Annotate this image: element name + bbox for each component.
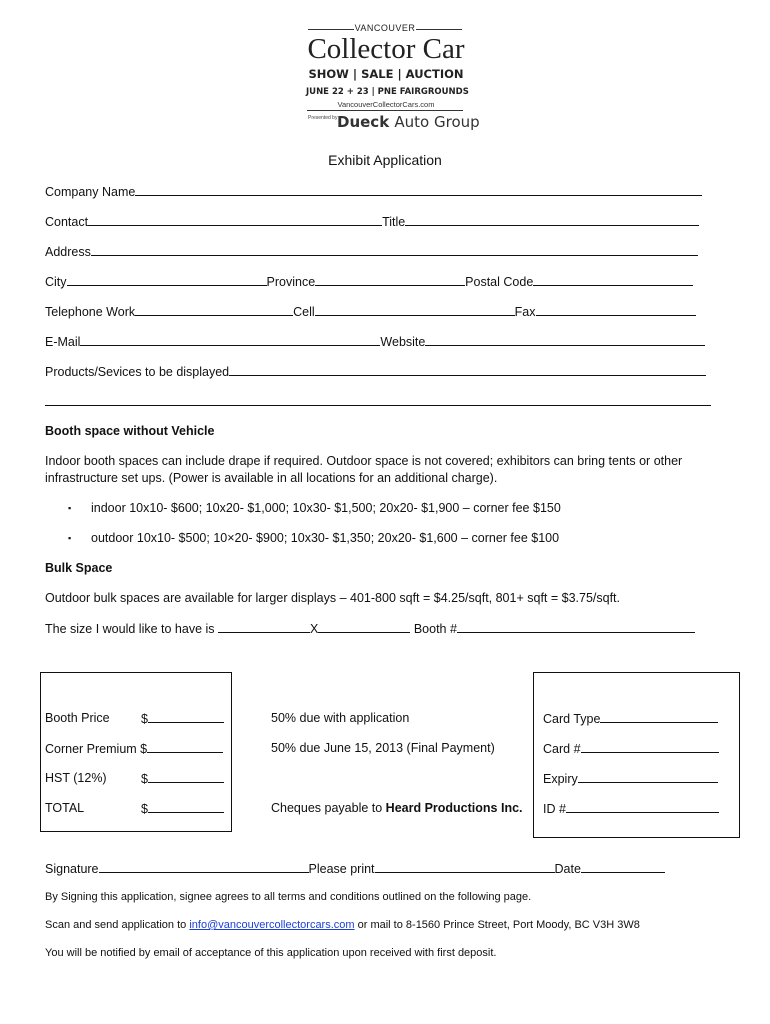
contact-field[interactable]: [88, 214, 382, 226]
contact-row: [45, 214, 699, 229]
cell-label: Cell: [293, 305, 315, 319]
booth-outdoor-pricing: outdoor 10x10- $500; 10×20- $900; 10x30- $1,350; 20x20- $1,600 – corner fee $100: [91, 531, 560, 545]
logo-title: Collector Car: [307, 33, 465, 65]
dollar-sign: $: [140, 742, 148, 756]
products-extra-line[interactable]: [45, 405, 711, 406]
email-label: E-Mail: [45, 335, 81, 349]
logo-divider: [307, 110, 463, 111]
province-field[interactable]: [315, 274, 465, 286]
size-width-field[interactable]: [218, 621, 310, 633]
email-row: [45, 334, 705, 349]
logo-subtitle: SHOW | SALE | AUCTION: [308, 67, 464, 81]
logo-dates: JUNE 22 + 23 | PNE FAIRGROUNDS: [306, 87, 469, 97]
expiry-row: [543, 771, 718, 786]
card-number-row: [543, 741, 719, 756]
cheques-payee: Heard Productions Inc.: [385, 801, 523, 815]
title-label: Title: [382, 215, 406, 229]
id-label: ID #: [543, 802, 566, 816]
scan-suffix: or mail to 8-1560 Prince Street, Port Moody, BC V3H 3W8: [354, 919, 640, 931]
telephone-work-field[interactable]: [135, 304, 293, 316]
email-field[interactable]: [80, 334, 380, 346]
notify-text: You will be notified by email of acceptance of this application upon received with first deposit.: [45, 947, 497, 959]
page-title: Exhibit Application: [328, 152, 442, 168]
logo-presented-by: Presented by: [308, 115, 338, 121]
city-label: City: [45, 275, 67, 289]
cheques-prefix: Cheques payable to: [271, 801, 386, 815]
booth-number-field[interactable]: [457, 621, 695, 633]
city-row: [45, 274, 693, 289]
address-field[interactable]: [91, 244, 698, 256]
products-row: [45, 364, 706, 379]
scan-prefix: Scan and send application to: [45, 919, 190, 931]
telephone-work-label: Telephone Work: [45, 305, 136, 319]
province-label: Province: [266, 275, 316, 289]
postal-code-label: Postal Code: [465, 275, 534, 289]
size-label: The size I would like to have is: [45, 622, 215, 636]
fax-label: Fax: [514, 305, 536, 319]
booth-heading: Booth space without Vehicle: [45, 424, 215, 438]
bullet-icon: ▪: [68, 533, 72, 543]
id-row: [543, 801, 719, 816]
card-type-row: [543, 711, 718, 726]
total-row: [141, 801, 224, 816]
products-label: Products/Sevices to be displayed: [45, 365, 230, 379]
corner-premium-row: [45, 741, 223, 756]
date-label: Date: [554, 862, 581, 876]
booth-desc-line2: infrastructure set ups. (Power is available in all locations for an additional charge).: [45, 471, 498, 485]
expiry-label: Expiry: [543, 772, 578, 786]
card-type-label: Card Type: [543, 712, 601, 726]
website-label: Website: [380, 335, 426, 349]
company-name-row: [45, 184, 702, 199]
booth-price-field[interactable]: [148, 711, 224, 723]
bulk-desc: Outdoor bulk spaces are available for larger displays – 401-800 sqft = $4.25/sqft, 801+ sqft = $3.75/sqft.: [45, 591, 621, 605]
company-name-field[interactable]: [135, 184, 702, 196]
dollar-sign: $: [141, 712, 148, 726]
expiry-field[interactable]: [578, 771, 718, 783]
date-field[interactable]: [581, 861, 665, 873]
signature-row: [45, 861, 665, 876]
sponsor-name-bold: Dueck: [337, 113, 390, 131]
corner-premium-label: Corner Premium: [45, 742, 137, 756]
due-application-text: 50% due with application: [271, 711, 410, 725]
cell-field[interactable]: [315, 304, 515, 316]
print-name-field[interactable]: [375, 861, 555, 873]
sponsor-logo: [337, 113, 480, 131]
logo-url: VancouverCollectorCars.com: [337, 100, 435, 109]
hst-row: [141, 771, 224, 786]
corner-premium-field[interactable]: [147, 741, 223, 753]
booth-price-label: Booth Price: [45, 711, 110, 725]
size-row: [45, 621, 695, 636]
products-field[interactable]: [229, 364, 706, 376]
due-june-text: 50% due June 15, 2013 (Final Payment): [271, 741, 495, 755]
signature-field[interactable]: [99, 861, 309, 873]
telephone-row: [45, 304, 696, 319]
card-type-field[interactable]: [600, 711, 718, 723]
contact-label: Contact: [45, 215, 89, 229]
address-label: Address: [45, 245, 91, 259]
please-print-label: Please print: [308, 862, 375, 876]
title-field[interactable]: [405, 214, 699, 226]
dollar-sign: $: [141, 772, 148, 786]
booth-price-row: [141, 711, 224, 726]
scan-send-text: [45, 919, 640, 931]
city-field[interactable]: [67, 274, 267, 286]
bulk-heading: Bulk Space: [45, 561, 113, 575]
booth-indoor-pricing: indoor 10x10- $600; 10x20- $1,000; 10x30- $1,500; 20x20- $1,900 – corner fee $150: [91, 501, 561, 515]
company-name-label: Company Name: [45, 185, 136, 199]
website-field[interactable]: [425, 334, 705, 346]
signature-label: Signature: [45, 862, 99, 876]
terms-text: By Signing this application, signee agrees to all terms and conditions outlined on the following page.: [45, 891, 532, 903]
cheques-payable-text: [271, 801, 523, 815]
size-x-label: X: [310, 622, 319, 636]
email-link[interactable]: info@vancouvercollectorcars.com: [189, 919, 355, 931]
sponsor-name-rest: Auto Group: [394, 113, 480, 131]
id-field[interactable]: [566, 801, 719, 813]
logo-vancouver-text: VANCOUVER: [354, 23, 416, 33]
hst-field[interactable]: [148, 771, 224, 783]
dollar-sign: $: [141, 802, 148, 816]
postal-code-field[interactable]: [533, 274, 693, 286]
hst-label: HST (12%): [45, 771, 107, 785]
address-row: [45, 244, 698, 259]
fax-field[interactable]: [536, 304, 696, 316]
card-number-label: Card #: [543, 742, 581, 756]
total-label: TOTAL: [45, 801, 85, 815]
booth-number-label: Booth #: [413, 622, 457, 636]
total-field[interactable]: [148, 801, 224, 813]
size-length-field[interactable]: [318, 621, 410, 633]
booth-desc-line1: Indoor booth spaces can include drape if required. Outdoor space is not covered; exhibitors can bring tents or other: [45, 454, 683, 468]
card-number-field[interactable]: [581, 741, 719, 753]
bullet-icon: ▪: [68, 503, 72, 513]
